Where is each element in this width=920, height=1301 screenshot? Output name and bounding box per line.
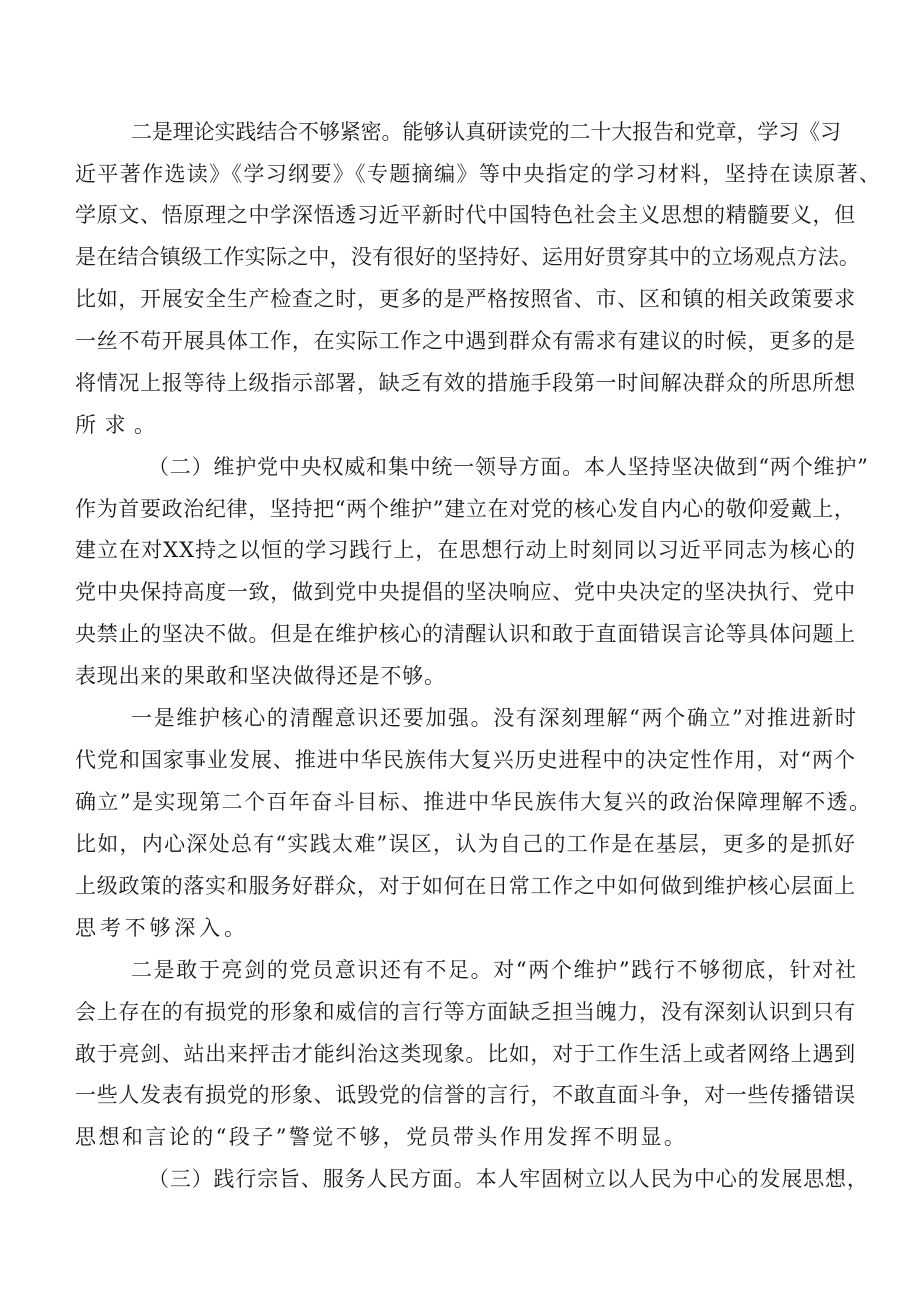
text-line: 学原文、悟原理之中学深悟透习近平新时代中国特色社会主义思想的精髓要义，但 — [75, 203, 856, 227]
text-line: 确立”是实现第二个百年奋斗目标、推进中华民族伟大复兴的政治保障理解不透。 — [75, 790, 872, 814]
text-line: 党中央保持高度一致，做到党中央提倡的坚决响应、党中央决定的坚决执行、党中 — [75, 580, 856, 604]
text-line: 所求。 — [75, 413, 164, 437]
text-line: 思想和言论的“段子”警觉不够，党员带头作用发挥不明显。 — [75, 1125, 688, 1149]
text-line: 近平著作选读》《学习纲要》《专题摘编》等中央指定的学习材料，坚持在读原著、 — [75, 162, 882, 186]
text-line: 是在结合镇级工作实际之中，没有很好的坚持好、运用好贯穿其中的立场观点方法。 — [75, 245, 861, 269]
text-line: 代党和国家事业发展、推进中华民族伟大复兴历史进程中的决定性作用，对“两个 — [75, 748, 857, 772]
text-line: 二是敢于亮剑的党员意识还有不足。对“两个维护”践行不够彻底，针对社 — [131, 958, 858, 982]
text-line: 上级政策的落实和服务好群众，对于如何在日常工作之中如何做到维护核心层面上 — [75, 874, 856, 898]
text-line: 比如，内心深处总有“实践太难”误区，认为自己的工作是在基层，更多的是抓好 — [75, 832, 857, 856]
text-line: 一些人发表有损党的形象、诋毁党的信誉的言行，不敢直面斗争，对一些传播错误 — [75, 1083, 856, 1107]
text-line: 一是维护核心的清醒意识还要加强。没有深刻理解“两个确立”对推进新时 — [131, 706, 858, 730]
section-heading-line: （三）践行宗旨、服务人民方面。本人牢固树立以人民为中心的发展思想， — [148, 1167, 869, 1191]
text-line: 建立在对XX持之以恒的学习践行上，在思想行动上时刻同以习近平同志为核心的 — [75, 538, 856, 562]
text-line: 表现出来的果敢和坚决做得还是不够。 — [75, 664, 446, 688]
section-heading-line: （二）维护党中央权威和集中统一领导方面。本人坚持坚决做到“两个维护” — [148, 455, 869, 479]
text-line: 敢于亮剑、站出来抨击才能纠治这类现象。比如，对于工作生活上或者网络上遇到 — [75, 1042, 856, 1066]
text-line: 思考不够深入。 — [75, 916, 249, 940]
text-line: 比如，开展安全生产检查之时，更多的是严格按照省、市、区和镇的相关政策要求 — [75, 287, 856, 311]
text-line: 一丝不苟开展具体工作，在实际工作之中遇到群众有需求有建议的时候，更多的是 — [75, 329, 856, 353]
text-line: 央禁止的坚决不做。但是在维护核心的清醒认识和敢于直面错误言论等具体问题上 — [75, 622, 856, 646]
text-line: 作为首要政治纪律，坚持把“两个维护”建立在对党的核心发自内心的敬仰爱戴上， — [75, 497, 856, 521]
text-line: 会上存在的有损党的形象和威信的言行等方面缺乏担当魄力，没有深刻认识到只有 — [75, 1000, 856, 1024]
text-line: 二是理论实践结合不够紧密。能够认真研读党的二十大报告和党章，学习《习 — [131, 120, 841, 144]
text-line: 将情况上报等待上级指示部署，缺乏有效的措施手段第一时间解决群众的所思所想 — [75, 371, 856, 395]
